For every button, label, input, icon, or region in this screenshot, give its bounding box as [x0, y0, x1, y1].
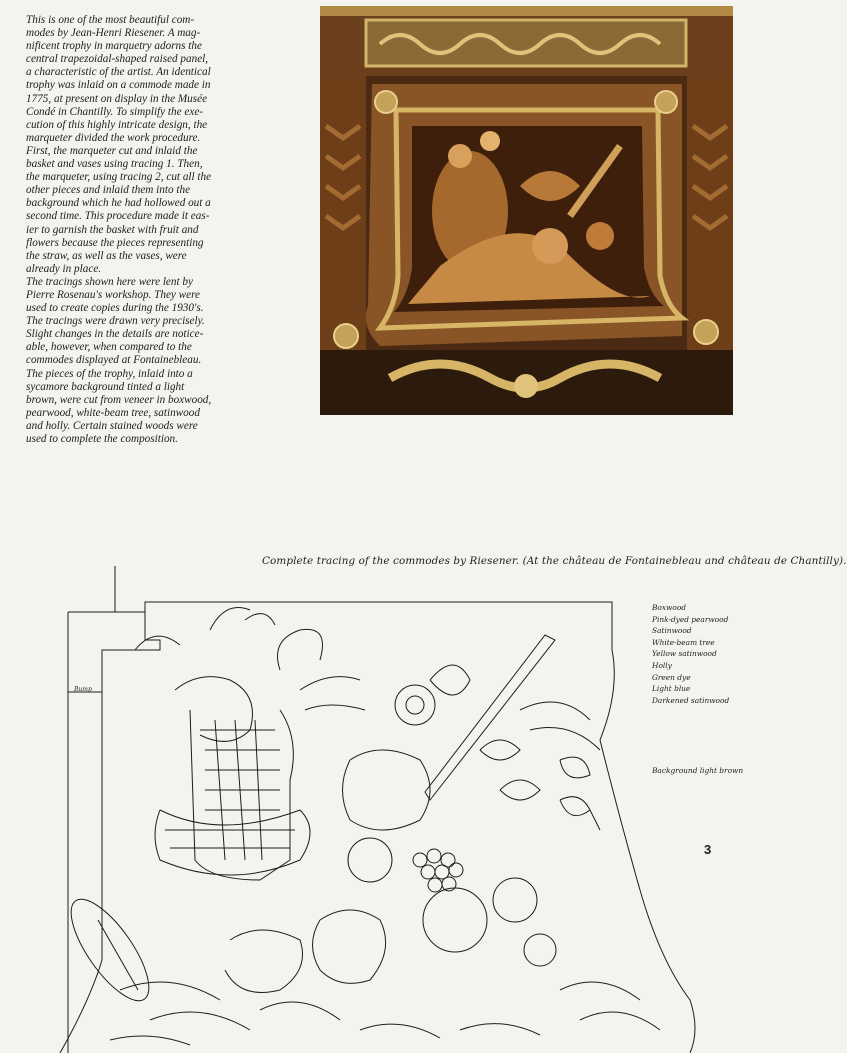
legend-item: Yellow satinwood [652, 649, 717, 659]
intro-text [26, 14, 236, 446]
intro-line: used to create copies during the 1930's. [26, 302, 204, 315]
intro-line: Slight changes in the details are notice- [26, 328, 204, 341]
legend-item: Boxwood [652, 603, 687, 612]
intro-line: a characteristic of the artist. An identical [26, 66, 211, 79]
intro-line: nificent trophy in marquetry adorns the [26, 40, 202, 53]
intro-line: the marqueter, using tracing 2, cut all the [26, 171, 212, 184]
intro-line: and holly. Certain stained woods were [26, 419, 198, 432]
legend-item: Green dye [652, 672, 691, 682]
legend-item: Darkened satinwood [652, 695, 730, 705]
intro-line: commodes displayed at Fontainebleau. [26, 354, 202, 367]
intro-line: already in place. [26, 262, 102, 275]
intro-line: The tracings were drawn very precisely. [26, 315, 205, 328]
intro-line: 1775, at present on display in the Musée [26, 92, 208, 105]
intro-line: The pieces of the trophy, inlaid into a [26, 367, 193, 380]
intro-line: Pierre Rosenau's workshop. They were [26, 288, 201, 301]
legend-item: Pink-dyed pearwood [652, 614, 729, 624]
intro-line: used to complete the composition. [26, 433, 178, 445]
intro-line: This is one of the most beautiful com- [26, 14, 195, 26]
intro-line: pearwood, white-beam tree, satinwood [26, 406, 200, 419]
intro-line: First, the marqueter cut and inlaid the [26, 144, 198, 157]
page-number: 3 [704, 842, 712, 857]
legend-item: White-beam tree [652, 637, 715, 647]
intro-line: second time. This procedure made it eas- [26, 210, 210, 223]
intro-line: trophy was inlaid on a commode made in [26, 79, 211, 92]
legend-item: Holly [652, 660, 672, 670]
legend-item: Satinwood [652, 626, 692, 636]
commode-photo [320, 6, 733, 415]
intro-line: modes by Jean-Henri Riesener. A mag- [26, 27, 201, 40]
intro-line: able, however, when compared to the [26, 341, 192, 354]
intro-line: flowers because the pieces representing [26, 236, 204, 249]
figure-caption: Complete tracing of the commodes by Riesener. (At the château de Fontainebleau and château de Chantilly). [262, 555, 847, 567]
intro-line: other pieces and inlaid them into the [26, 184, 191, 197]
intro-line: cution of this highly intricate design, the [26, 118, 208, 131]
intro-line: basket and vases using tracing 1. Then, [26, 158, 203, 171]
intro-line: the straw, as well as the vases, were [26, 249, 187, 262]
intro-line: ier to garnish the basket with fruit and [26, 223, 199, 236]
marquetry-tracing [0, 560, 766, 1053]
legend-item: Light blue [652, 684, 691, 694]
background-note: Background light brown [652, 766, 744, 775]
dimension-label: Bump [74, 686, 92, 693]
intro-line: sycamore background tinted a light [26, 380, 185, 393]
intro-line: The tracings shown here were lent by [26, 275, 193, 288]
intro-line: brown, were cut from veneer in boxwood, [26, 393, 212, 406]
intro-line: Condé in Chantilly. To simplify the exe- [26, 105, 204, 118]
intro-line: central trapezoidal-shaped raised panel, [26, 53, 209, 66]
intro-line: background which he had hollowed out a [26, 197, 211, 210]
intro-line: marqueter divided the work procedure. [26, 131, 201, 144]
